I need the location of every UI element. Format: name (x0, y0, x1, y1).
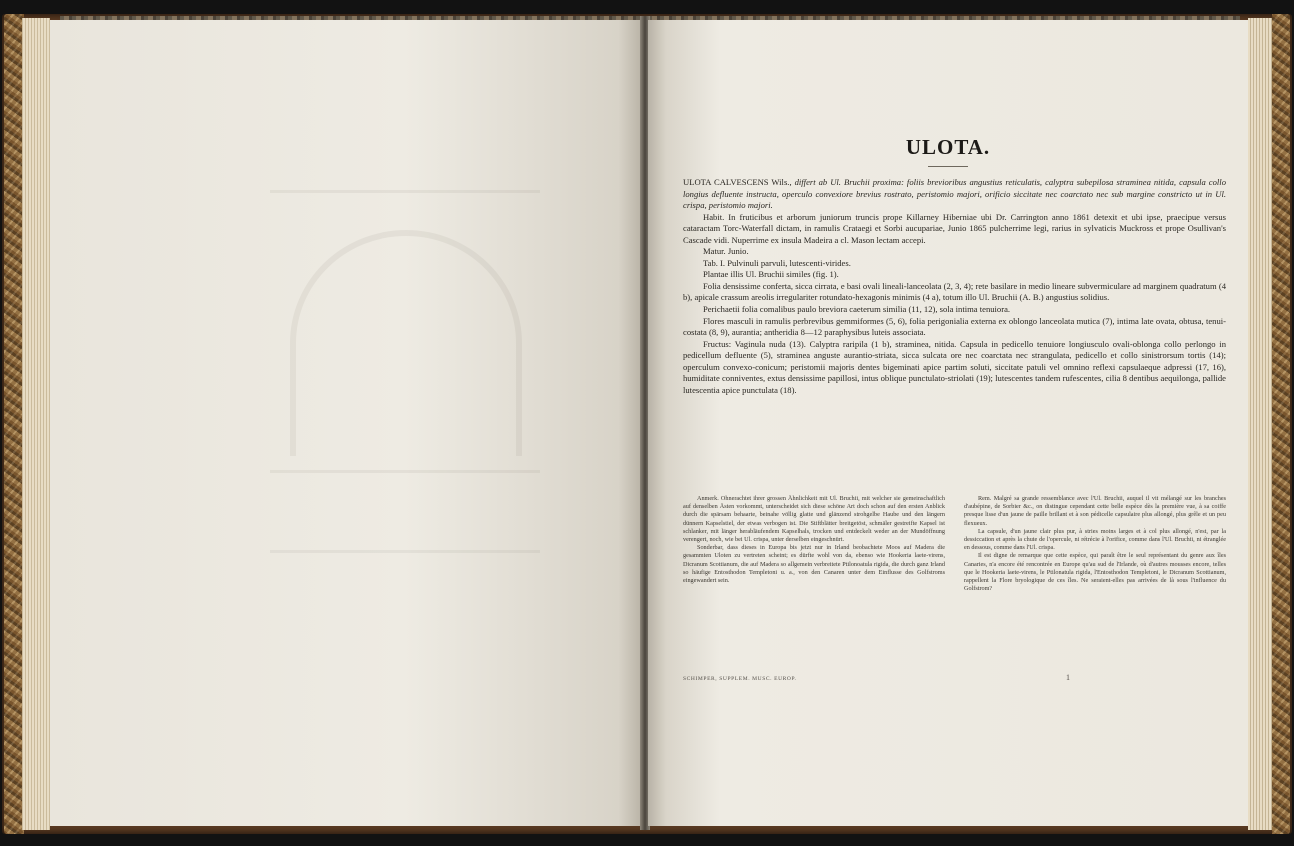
species-name: ULOTA CALVESCENS Wils., (683, 177, 792, 187)
paragraph-plants: Plantae illis Ul. Bruchii similes (fig. 1). (703, 269, 839, 280)
species-diagnosis (683, 177, 1226, 212)
left-page (50, 20, 642, 826)
remark-french-3: Il est digne de remarque que cette espèce, qui paraît être le seul représentant du genre aux îles Canaries, n'a encore été rencontrée en Europe qu'au sud de l'Irlande, où d'autres mousses encore, telles que le Hookeria laete-virens, le Ptilonatula rigida, l'Entosthodon Templetoni, le Dicranum Scottianum, rappellent la Flore bryologique de ces îles. Ne seraient-elles pas arrivées de là sous l'influence du Golfstrom? (964, 552, 1226, 593)
title-rule (928, 166, 968, 167)
page-title: ULOTA. (905, 135, 991, 159)
page-stack-left (22, 18, 50, 830)
paragraph-fruit: Fructus: Vaginula nuda (13). Calyptra raripila (1 b), straminea, nitida. Capsula in pedicello tenuiore longiusculo ovali-oblonga collo perlongo in pedicellum defluente (5), straminea anguste aurantio-striata, sicca sulcata ore nec coarctata nec strangulata, pedicello et collo sinistrorsum tortis (14); operculum convexo-conicum; peristomii majoris dentes bigeminati apice partim soluti, siccitate patuli vel omnino reflexi capsulaeque adpressi (17, 16), humiditate conniventes, extus densissime papillosi, intus oblique punctulato-striolati (19); lutescentes tandem rufescentes, cilia 8 dentibus aequilonga, pallide lutescentia apice punctulata (18). (683, 338, 1226, 395)
remark-french-1: Rem. Malgré sa grande ressemblance avec l'Ul. Bruchii, auquel il vit mélangé sur les branches d'aubépine, de Sorbier &c., on distingue cependant cette belle espèce dès la première vue, à sa coiffe presque lisse d'un jaune de paille brillant et à son pédicelle capsulaire plus allongé, plus grêle et un peu flexueux. (964, 495, 1226, 527)
remark-french-column (964, 495, 1226, 593)
marbled-edge-left (4, 14, 24, 834)
paragraph-tab: Tab. I. Pulvinuli parvuli, lutescenti-virides. (703, 257, 851, 268)
remark-french-2: La capsule, d'un jaune clair plus pur, à stries moins larges et à col plus allongé, n'est, par la dessiccation et après la chute de l'opercule, ni rétrécie à l'orifice, comme dans l'Ul. Bruchii, ni étranglée en dessous, comme dans l'Ul. crispa. (964, 527, 1226, 552)
paragraph-flowers: Flores masculi in ramulis perbrevibus gemmiformes (5, 6), folia perigonialia externa ex oblongo lanceolata mutica (7), intima late ovata, obtusa, tenui-costata (8, 9), aurantia; antheridia 8—12 paraphysibus luteis associata. (683, 315, 1226, 338)
paragraph-leaves: Folia densissime conferta, sicca cirrata, e basi ovali lineali-lanceolata (2, 3, 4); rete basilare in medio lineare subvermiculare ad marginem quadratum (4 b), apicale crassum areolis irregulariter rotundato-hexagonis minimis (4 a), totum illo Ul. Bruchii (A. B.) angustius solidius. (683, 280, 1226, 303)
remark-german-1: Anmerk. Ohnerachtet ihrer grossen Ähnlichkeit mit Ul. Bruchii, mit welcher sie gemeinschaftlich auf denselben Ästen vorkommt, unterscheidet sich diese schöne Art doch schon auf den ersten Anblick durch die spärsam behaarte, beinahe völlig glatte und glänzend strohgelbe Haube und den längern dünnern Kapselstiel, der etwas verbogen ist. Die Stiftblätter breitgetöst, schmäler gestreifte Kapsel ist schlanker, mit länger herabläufendem Kapselhals, trocken und entdeckelt weder an der Mundöffnung verengert, noch, wie bei Ul. crispa, unter derselben eingeschnürt. (683, 495, 945, 544)
paragraph-maturity: Matur. Junio. (703, 246, 749, 257)
remarks-columns (683, 495, 1226, 593)
main-text (683, 177, 1226, 396)
footer-page-number: 1 (1066, 673, 1070, 682)
page-stack-right (1248, 18, 1272, 830)
footer-signature: SCHIMPER, SUPPLEM. MUSC. EUROP. (683, 676, 797, 682)
bleed-through-image (260, 130, 550, 670)
remark-german-2: Sonderbar, dass dieses in Europa bis jetzt nur in Irland beobachtete Moos auf Madera die gesammten Uloten zu vertreten scheint; es dürfte wohl von da, ebenso wie Hookeria laete-virens, Dicranum Scottianum, die auf Madera so allgemein verbreitete Ptilonoatula rigida, die durch ganz Irland so häufige Entosthodon Templetoni u. a., von den Canaren unter dem Einflusse des Golfstroms eingewandert sein. (683, 544, 945, 585)
paragraph-perichaetium: Perichaetii folia comalibus paulo breviora caeterum similia (11, 12), sola intima tenuiora. (703, 304, 1011, 315)
diagnosis-text: differt ab Ul. Bruchii proxima: foliis brevioribus angustius reticulatis, calyptra subepilosa straminea nitida, capsula collo longius defluente instructa, operculo convexiore brevius rostrato, peristomio majori, orificio siccitate nec coarctato nec sub margine constricto ut in Ul. crispa, peristomio majori. (683, 177, 1226, 211)
marbled-edge-right (1272, 14, 1290, 834)
remark-german-column (683, 495, 945, 593)
paragraph-habitat: Habit. In fruticibus et arborum juniorum truncis prope Killarney Hiberniae ubi Dr. Carrington anno 1861 detexit et ubi ipse, praecipue versus cataractam Torc-Waterfall dictam, in ramulis Crataegi et Sorbi aucupariae, Junio 1865 pulcherrime legi, rarius in sylvaticis Muckross et prope Osullivan's Cascade vidi. Nuperrime ex insula Madeira a cl. Mason lectam accepi. (683, 211, 1226, 245)
